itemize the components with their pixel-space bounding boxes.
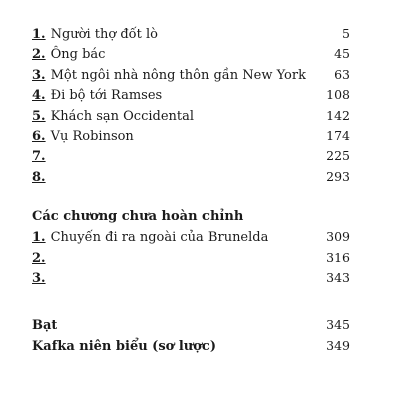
page-number: 309 xyxy=(326,229,350,245)
section-spacer xyxy=(32,187,350,207)
chapter-title: Ông bác xyxy=(50,47,106,63)
toc-entry-unfinished-3[interactable] xyxy=(32,268,350,288)
chapter-number: 6. xyxy=(32,128,46,144)
chapter-number: 1. xyxy=(32,230,46,246)
section-spacer xyxy=(32,288,350,315)
toc-entry-chapter-8[interactable] xyxy=(32,167,350,187)
table-of-contents xyxy=(32,24,350,356)
page-number: 293 xyxy=(326,168,350,184)
page-number: 174 xyxy=(326,127,350,143)
toc-entry-unfinished-1[interactable] xyxy=(32,227,350,247)
chapter-title: Vụ Robinson xyxy=(50,128,134,144)
backmatter-title: Kafka niên biểu (sơ lược) xyxy=(32,338,216,354)
chapter-number: 3. xyxy=(32,67,46,83)
section-heading-unfinished: Các chương chưa hoàn chỉnh xyxy=(32,209,244,225)
page-number: 349 xyxy=(326,337,350,353)
chapter-number: 5. xyxy=(32,108,46,124)
chapter-number: 1. xyxy=(32,27,46,42)
chapter-number: 8. xyxy=(32,169,46,185)
page-number: 225 xyxy=(326,148,350,164)
toc-entry-chapter-1[interactable] xyxy=(32,24,350,44)
chapter-title: Người thợ đốt lò xyxy=(50,27,158,42)
toc-entry-chapter-3[interactable] xyxy=(32,65,350,85)
toc-entry-chapter-7[interactable] xyxy=(32,146,350,166)
toc-entry-unfinished-2[interactable] xyxy=(32,248,350,268)
chapter-number: 4. xyxy=(32,88,46,104)
toc-entry-chapter-2[interactable] xyxy=(32,44,350,64)
toc-entry-kafka-chronology[interactable] xyxy=(32,336,350,356)
page-number: 108 xyxy=(326,87,350,103)
toc-entry-chapter-6[interactable] xyxy=(32,126,350,146)
chapter-title: Đi bộ tới Ramses xyxy=(50,88,163,104)
backmatter-title: Bạt xyxy=(32,318,58,334)
toc-entry-chapter-4[interactable] xyxy=(32,85,350,105)
toc-entry-bat[interactable] xyxy=(32,315,350,335)
page-number: 45 xyxy=(334,46,350,62)
page-number: 345 xyxy=(326,317,350,333)
chapter-number: 3. xyxy=(32,270,46,286)
toc-entry-chapter-5[interactable] xyxy=(32,106,350,126)
page-number: 63 xyxy=(334,66,350,82)
chapter-number: 2. xyxy=(32,250,46,266)
page-number: 316 xyxy=(326,249,350,265)
page-number: 343 xyxy=(326,269,350,285)
page-number: 5 xyxy=(342,26,350,41)
chapter-number: 7. xyxy=(32,149,46,165)
chapter-title: Một ngôi nhà nông thôn gần New York xyxy=(50,67,306,83)
chapter-title: Khách sạn Occidental xyxy=(50,108,195,124)
chapter-number: 2. xyxy=(32,47,46,63)
chapter-title: Chuyến đi ra ngoài của Brunelda xyxy=(50,230,269,246)
page-number: 142 xyxy=(326,107,350,123)
